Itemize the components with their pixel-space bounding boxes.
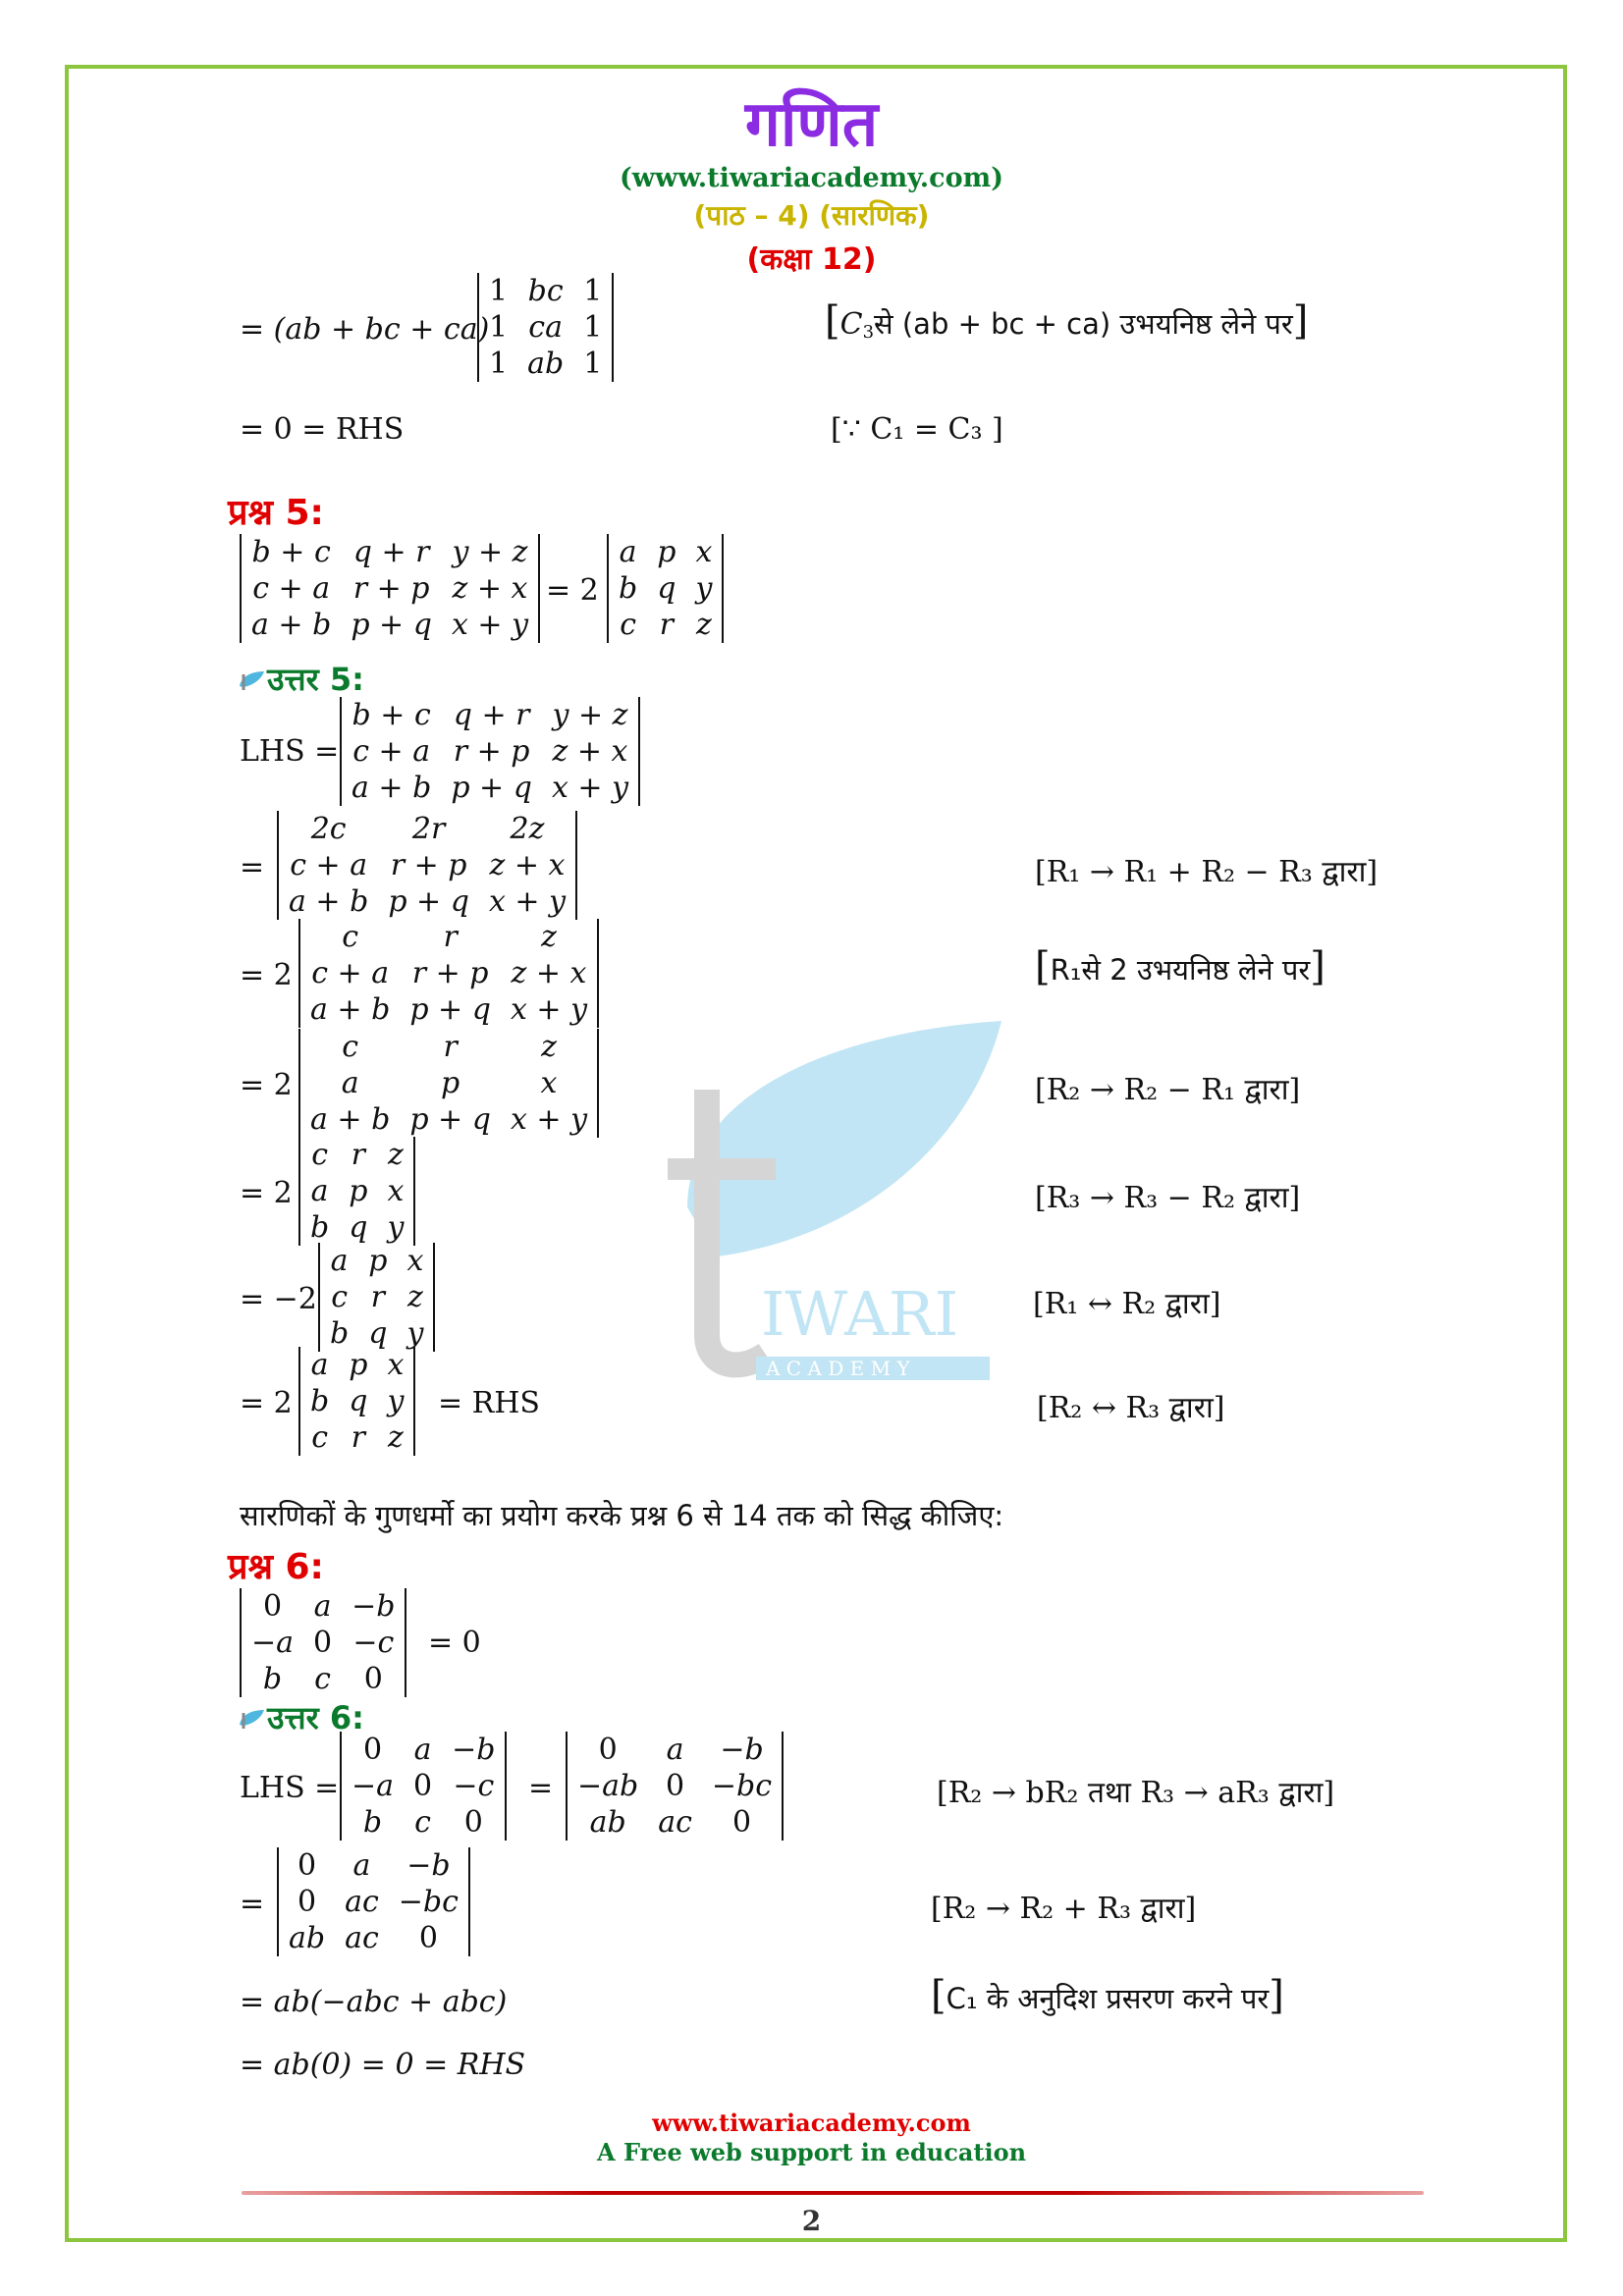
determinant-table	[342, 1732, 505, 1841]
determinant-row	[279, 811, 575, 847]
determinant	[240, 534, 540, 643]
determinant	[340, 1732, 507, 1841]
determinant-cell: p + q	[409, 1102, 491, 1137]
a6-note-3	[931, 1973, 1284, 2018]
determinant-table	[242, 1588, 405, 1697]
determinant-cell: q + r	[453, 698, 530, 732]
determinant-cell: b + c	[352, 698, 431, 732]
determinant-cell: c	[314, 1662, 331, 1696]
determinant-row	[242, 534, 538, 570]
determinant-cell: r	[659, 608, 674, 642]
determinant-cell: r	[351, 1138, 365, 1172]
determinant-cell: a + b	[310, 992, 391, 1027]
determinant-cell: a	[310, 1174, 329, 1208]
determinant-cell: c	[342, 920, 359, 954]
determinant-cell: 0	[463, 1805, 483, 1840]
determinant-cell: r	[370, 1280, 385, 1314]
determinant-row	[342, 1804, 505, 1841]
determinant-table	[479, 273, 612, 382]
determinant-cell: c	[311, 1138, 329, 1172]
determinant-cell: p	[349, 1174, 368, 1208]
determinant-row	[279, 1884, 468, 1920]
determinant-cell: 1	[583, 274, 603, 308]
determinant-row	[342, 1732, 505, 1768]
a6-note-2: [R₂ → R₂ + R₃ द्वारा]	[931, 1892, 1197, 1926]
determinant-cell: r + p	[453, 734, 530, 769]
determinant-cell: c + a	[352, 734, 431, 769]
determinant-cell: 2r	[411, 812, 446, 846]
determinant-cell: 1	[489, 310, 509, 345]
watermark-sub: A C A D E M Y	[766, 1357, 910, 1380]
a5-s3-prefix: = 2	[240, 1068, 293, 1102]
determinant-cell: −ab	[577, 1769, 639, 1803]
tiwari-academy-watermark	[648, 1011, 1001, 1384]
determinant-cell: r + p	[411, 956, 489, 990]
determinant-cell: y	[406, 1316, 424, 1351]
note-sub: 3	[862, 322, 875, 344]
determinant-row	[279, 1847, 468, 1884]
a6-lhs-label: LHS =	[240, 1771, 340, 1805]
tiwari-leaf-icon	[238, 1709, 265, 1731]
determinant-cell: p	[368, 1244, 388, 1278]
determinant-row	[279, 1920, 468, 1956]
bracket-right: ]	[1269, 1973, 1284, 2018]
determinant	[298, 1347, 415, 1456]
a6-note-3-text: C₁ के अनुदिश प्रसरण करने पर	[946, 1982, 1270, 2015]
header-chapter: (पाठ – 4) (सारणिक)	[693, 199, 930, 232]
determinant-table	[320, 1243, 433, 1352]
determinant-row	[479, 346, 612, 382]
determinant-cell: c	[414, 1805, 431, 1840]
determinant-cell: a + b	[352, 771, 432, 805]
determinant-cell: 0	[313, 1626, 333, 1660]
determinant-cell: 0	[598, 1733, 618, 1767]
determinant-table	[342, 697, 638, 806]
determinant-row	[242, 1661, 405, 1697]
determinant-cell: y	[695, 571, 713, 606]
determinant-row	[242, 607, 538, 643]
determinant-cell: a	[341, 1066, 359, 1100]
footer-site: www.tiwariacademy.com	[652, 2109, 971, 2137]
determinant	[298, 1137, 415, 1246]
determinant-row	[342, 697, 638, 733]
determinant-row	[242, 570, 538, 607]
determinant-cell: 1	[583, 310, 603, 345]
a5-note-6: [R₂ ↔ R₃ द्वारा]	[1037, 1391, 1225, 1425]
determinant-table	[300, 919, 597, 1028]
determinant	[566, 1732, 784, 1841]
determinant-cell: z + x	[452, 571, 528, 606]
determinant-row	[300, 1347, 413, 1383]
determinant-cell: 0	[262, 1589, 283, 1624]
determinant-cell: b	[262, 1662, 283, 1696]
determinant-cell: a	[352, 1848, 371, 1883]
determinant	[477, 273, 614, 382]
determinant-cell: q	[368, 1316, 388, 1351]
determinant-cell: 0	[413, 1769, 433, 1803]
determinant-cell: c	[311, 1420, 329, 1455]
footer-divider	[242, 2191, 1424, 2195]
determinant-cell: 2c	[310, 812, 347, 846]
determinant-row	[609, 570, 722, 607]
determinant-cell: −bc	[711, 1769, 773, 1803]
determinant-cell: a	[413, 1733, 432, 1767]
determinant-cell: x + y	[510, 992, 588, 1027]
determinant-row	[279, 847, 575, 883]
determinant-cell: r	[443, 1030, 458, 1064]
determinant-table	[300, 1137, 413, 1246]
determinant-cell: a	[619, 535, 637, 569]
a5-note-1: [R₁ → R₁ + R₂ − R₃ द्वारा]	[1035, 855, 1379, 889]
determinant	[240, 1588, 406, 1697]
determinant-cell: y	[387, 1384, 405, 1418]
note-c: C	[839, 307, 863, 342]
determinant-cell: q	[349, 1384, 368, 1418]
a6-s2-prefix: =	[240, 1887, 265, 1921]
a5-s6-prefix: = 2	[240, 1386, 293, 1420]
determinant-cell: x + y	[488, 884, 567, 919]
determinant-cell: r + p	[390, 848, 467, 882]
determinant-row	[300, 1209, 413, 1246]
determinant-row	[300, 919, 597, 955]
determinant-cell: ca	[528, 310, 563, 345]
determinant-cell: z	[388, 1420, 404, 1455]
a5-s5-prefix: = −2	[240, 1282, 317, 1316]
determinant-cell: z + x	[552, 734, 628, 769]
determinant-cell: b	[310, 1210, 330, 1245]
determinant-cell: ac	[658, 1805, 692, 1840]
determinant-cell: z	[541, 1030, 557, 1064]
step-b: = 0 = RHS	[240, 412, 405, 447]
determinant-cell: x	[406, 1244, 424, 1278]
a6-eq: =	[528, 1771, 554, 1805]
determinant-cell: 1	[489, 274, 509, 308]
determinant-cell: bc	[527, 274, 564, 308]
instruction-text: सारणिकों के गुणधर्मो का प्रयोग करके प्रश्न 6 से 14 तक को सिद्ध कीजिए:	[240, 1499, 1004, 1532]
determinant-cell: c + a	[252, 571, 331, 606]
determinant-cell: c + a	[290, 848, 368, 882]
a5-s4-prefix: = 2	[240, 1176, 293, 1210]
determinant-row	[300, 991, 597, 1028]
determinant-cell: 1	[489, 347, 509, 381]
determinant-cell: ab	[589, 1805, 626, 1840]
determinant-cell: p + q	[388, 884, 469, 919]
a5-note-4: [R₃ → R₃ − R₂ द्वारा]	[1035, 1181, 1301, 1215]
determinant-cell: q + r	[352, 535, 430, 569]
determinant-row	[568, 1768, 782, 1804]
determinant-cell: −a	[352, 1769, 395, 1803]
determinant-table	[242, 534, 538, 643]
a5-s6-suffix: = RHS	[438, 1386, 540, 1420]
determinant-cell: x	[540, 1066, 558, 1100]
a5-s2-prefix: = 2	[240, 958, 293, 992]
determinant-cell: p + q	[409, 992, 491, 1027]
determinant-cell: p	[349, 1348, 368, 1382]
determinant-cell: b + c	[251, 535, 331, 569]
determinant-cell: r + p	[352, 571, 430, 606]
answer-6-text: उत्तर 6:	[267, 1699, 364, 1736]
determinant-cell: p	[441, 1066, 460, 1100]
determinant-row	[300, 1065, 597, 1101]
determinant	[277, 1847, 470, 1956]
determinant-row	[568, 1804, 782, 1841]
determinant-row	[342, 1768, 505, 1804]
determinant-cell: −b	[352, 1589, 396, 1624]
determinant-cell: q	[349, 1210, 368, 1245]
a6-s3: = ab(−abc + abc)	[240, 1985, 508, 2019]
determinant-row	[320, 1279, 433, 1315]
determinant-cell: −b	[452, 1733, 496, 1767]
determinant-row	[300, 955, 597, 991]
determinant-cell: −bc	[398, 1885, 459, 1919]
determinant-cell: x	[387, 1174, 405, 1208]
determinant-cell: 0	[731, 1805, 752, 1840]
determinant-cell: c + a	[311, 956, 390, 990]
determinant-row	[342, 770, 638, 806]
determinant-row	[300, 1101, 597, 1138]
bracket-left: [	[931, 1973, 947, 2018]
determinant-cell: p + q	[451, 771, 532, 805]
determinant-cell: ab	[527, 347, 565, 381]
bracket-right: ]	[1292, 298, 1309, 344]
determinant-cell: a	[666, 1733, 684, 1767]
a5-note-2	[1035, 944, 1325, 989]
determinant-cell: b	[330, 1316, 350, 1351]
determinant-cell: −b	[406, 1848, 451, 1883]
determinant-cell: 2z	[510, 812, 545, 846]
determinant-row	[300, 1383, 413, 1419]
bracket-right: ]	[1310, 944, 1325, 989]
determinant-cell: z	[407, 1280, 423, 1314]
determinant-cell: a + b	[310, 1102, 391, 1137]
determinant-cell: r	[351, 1420, 365, 1455]
q5-eq: = 2	[546, 573, 599, 608]
determinant-row	[300, 1419, 413, 1456]
determinant-cell: r	[443, 920, 458, 954]
determinant-table	[609, 534, 722, 643]
determinant-cell: z	[541, 920, 557, 954]
determinant-cell: a	[310, 1348, 329, 1382]
determinant-table	[279, 1847, 468, 1956]
determinant-cell: y + z	[552, 698, 628, 732]
determinant-row	[300, 1137, 413, 1173]
determinant	[318, 1243, 435, 1352]
tiwari-leaf-icon	[238, 670, 265, 692]
determinant-row	[320, 1243, 433, 1279]
determinant-cell: y + z	[452, 535, 528, 569]
determinant-cell: b	[362, 1805, 383, 1840]
q6-suffix: = 0	[428, 1626, 481, 1660]
determinant-cell: −b	[720, 1733, 764, 1767]
determinant-row	[568, 1732, 782, 1768]
step-b-note: [∵ C₁ = C₃ ]	[831, 412, 1003, 447]
question-6-label: प्रश्न 6:	[228, 1547, 324, 1587]
answer-5-label	[238, 658, 364, 700]
a6-note-1: [R₂ → bR₂ तथा R₃ → aR₃ द्वारा]	[937, 1776, 1335, 1810]
determinant-table	[568, 1732, 782, 1841]
determinant-cell: x + y	[451, 608, 529, 642]
determinant-cell: p + q	[351, 608, 432, 642]
determinant-cell: z + x	[489, 848, 566, 882]
determinant-cell: ab	[289, 1921, 326, 1955]
a5-note-5: [R₁ ↔ R₂ द्वारा]	[1033, 1287, 1221, 1321]
determinant-cell: x	[695, 535, 713, 569]
determinant-cell: ac	[345, 1921, 379, 1955]
determinant-cell: z	[696, 608, 712, 642]
step-a-prefix: = (ab + bc + ca)	[240, 312, 490, 347]
determinant-cell: 0	[298, 1848, 317, 1883]
determinant-cell: a	[330, 1244, 349, 1278]
determinant-cell: z + x	[511, 956, 587, 990]
determinant-cell: −c	[453, 1769, 495, 1803]
determinant	[607, 534, 724, 643]
footer-tagline: A Free web support in education	[596, 2138, 1027, 2166]
determinant-cell: −c	[352, 1626, 395, 1660]
determinant-cell: b	[310, 1384, 330, 1418]
determinant-row	[342, 733, 638, 770]
determinant-cell: x + y	[510, 1102, 588, 1137]
header-site: (www.tiwariacademy.com)	[620, 163, 1003, 193]
determinant	[340, 697, 640, 806]
determinant-cell: a + b	[289, 884, 369, 919]
note-text: से (ab + bc + ca) उभयनिष्ठ लेने पर	[874, 307, 1293, 341]
bracket-left: [	[825, 298, 840, 344]
step-a-note	[825, 298, 1308, 344]
determinant-cell: 0	[418, 1921, 438, 1955]
determinant-cell: x	[387, 1348, 405, 1382]
a5-s1-prefix: =	[240, 850, 265, 884]
determinant-cell: b	[619, 571, 638, 606]
determinant-table	[300, 1029, 597, 1138]
page-number: 2	[801, 2205, 822, 2237]
determinant-cell: a + b	[251, 608, 332, 642]
determinant-cell: −a	[251, 1626, 295, 1660]
answer-5-text: उत्तर 5:	[267, 661, 364, 698]
determinant-row	[479, 309, 612, 346]
determinant-cell: 0	[666, 1769, 685, 1803]
determinant-row	[609, 534, 722, 570]
determinant-cell: y	[387, 1210, 405, 1245]
determinant-row	[300, 1029, 597, 1065]
determinant-table	[279, 811, 575, 920]
determinant-cell: c	[342, 1030, 359, 1064]
determinant-row	[242, 1625, 405, 1661]
determinant-cell: ac	[345, 1885, 379, 1919]
determinant-row	[300, 1173, 413, 1209]
header-class: (कक्षा 12)	[746, 242, 877, 277]
determinant-cell: z	[388, 1138, 404, 1172]
question-5-label: प्रश्न 5:	[228, 493, 324, 533]
determinant-cell: p	[657, 535, 676, 569]
a5-lhs-label: LHS =	[240, 734, 340, 769]
a6-s4: = ab(0) = 0 = RHS	[240, 2048, 526, 2082]
determinant	[277, 811, 577, 920]
determinant-row	[242, 1588, 405, 1625]
determinant-cell: x + y	[551, 771, 629, 805]
determinant-cell: 0	[298, 1885, 317, 1919]
watermark-brand: IWARI	[761, 1278, 959, 1350]
determinant	[298, 1029, 599, 1138]
page-title: गणित	[744, 88, 879, 161]
determinant-row	[479, 273, 612, 309]
determinant-cell: 0	[363, 1662, 383, 1696]
determinant-cell: 0	[362, 1733, 383, 1767]
bracket-left: [	[1035, 944, 1051, 989]
determinant-row	[279, 883, 575, 920]
a5-note-2-text: R₁से 2 उभयनिष्ठ लेने पर	[1050, 953, 1311, 987]
a5-note-3: [R₂ → R₂ − R₁ द्वारा]	[1035, 1073, 1301, 1107]
determinant-table	[300, 1347, 413, 1456]
determinant-cell: a	[313, 1589, 332, 1624]
determinant	[298, 919, 599, 1028]
determinant-row	[609, 607, 722, 643]
determinant-cell: 1	[583, 347, 603, 381]
determinant-cell: c	[331, 1280, 349, 1314]
determinant-cell: q	[657, 571, 676, 606]
determinant-cell: c	[620, 608, 637, 642]
